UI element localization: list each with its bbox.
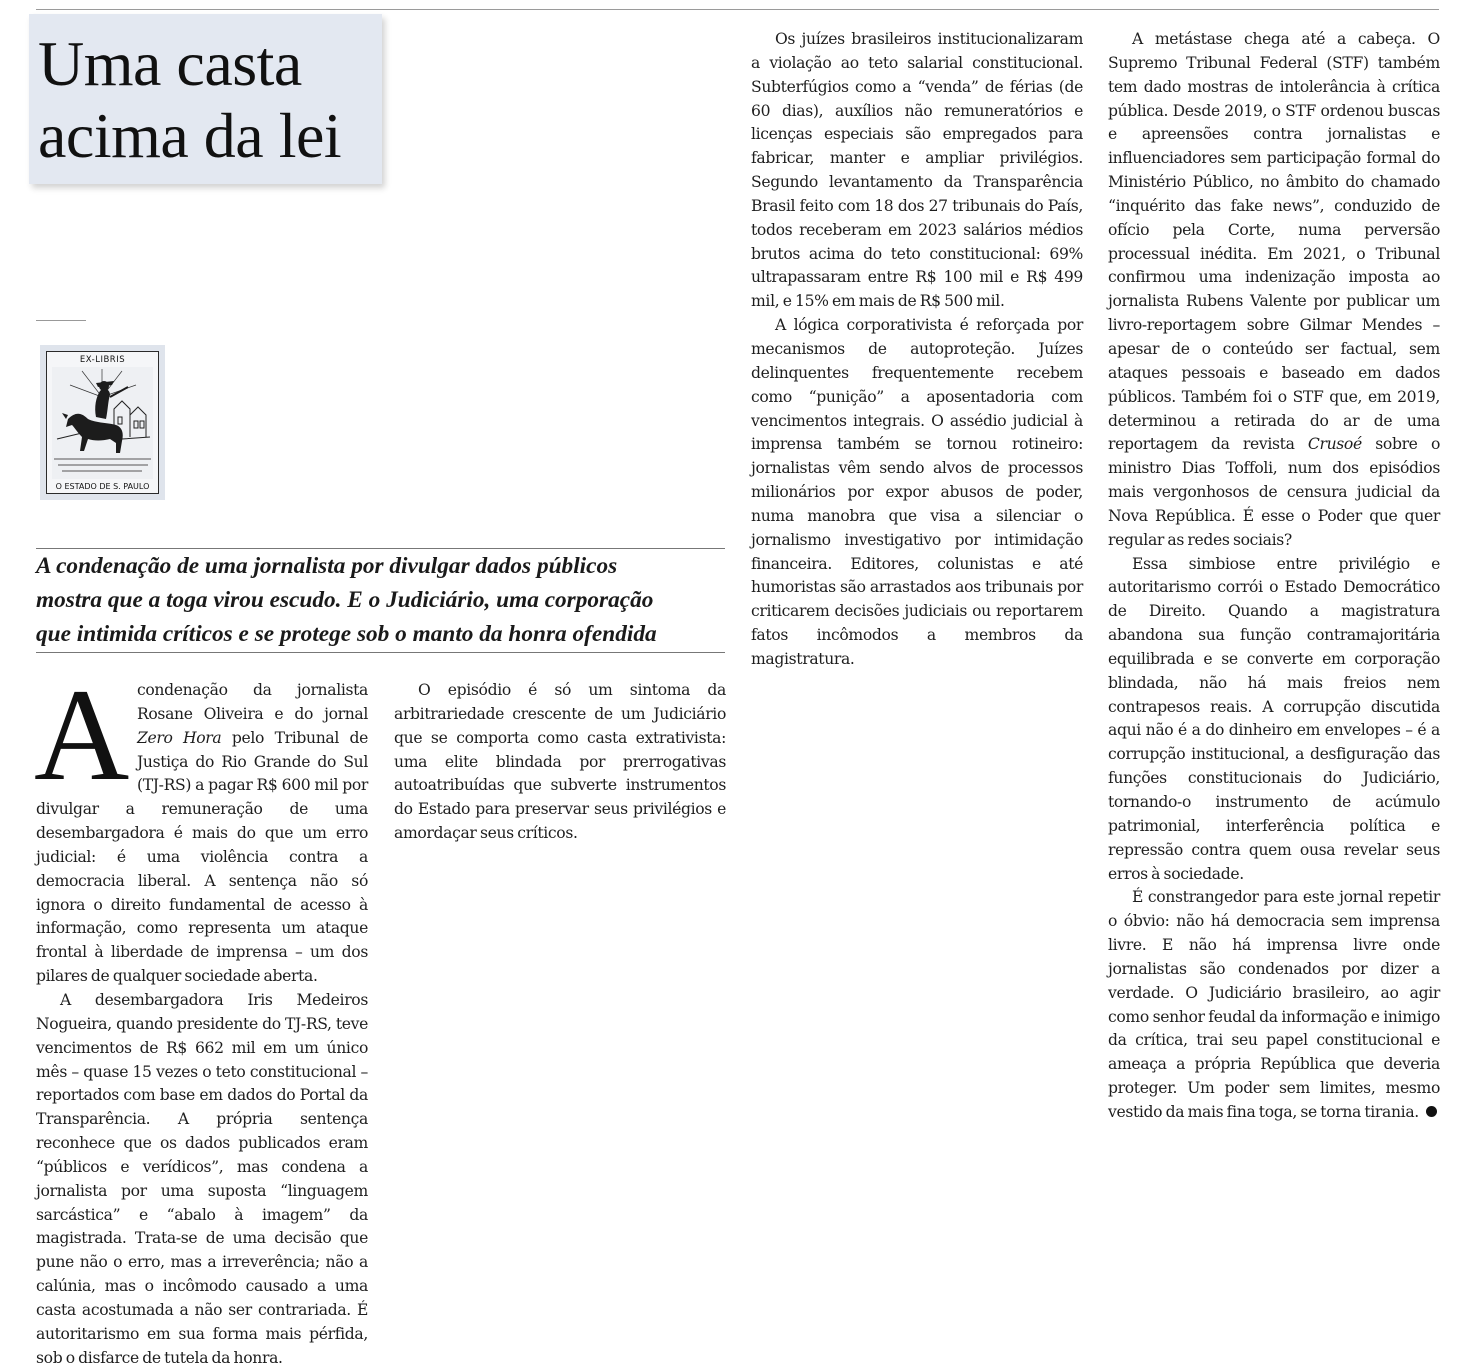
paragraph-1-text-a: condenação da jornalista Rosane Oliveira e do jornal: [136, 681, 368, 723]
subheadline: [36, 549, 736, 651]
paragraph-6-text-a: A metástase chega até a cabeça. O Supremo Tribunal Federal (STF) também tem dado mostras de intolerância à crítica pública. Desde 2019, o STF ordenou buscas e apreensões contra jornalistas e influenciadores sem participação formal do Ministério Público, no âmbito do chamado “inquérito das fake news”, conduzido de ofício pela Corte, numa perversão processual inédita. Em 2021, o Tribunal confirmou uma indenização imposta ao jornalista Rubens Valente por publicar um livro-reportagem sobre Gilmar Mendes – apesar de o conteúdo ser factual, sem ataques pessoais e baseado em dados públicos. Também foi o STF que, em 2019, determinou a retirada do ar de uma reportagem da revista: [1108, 30, 1440, 454]
top-rule: [36, 9, 1439, 10]
ex-libris-emblem: [40, 345, 165, 500]
article-column-1: [34, 661, 368, 1370]
subhead-line-2: mostra que a toga virou escudo. E o Judiciário, uma corporação: [36, 587, 654, 613]
headline-line-2: acima da lei: [38, 100, 342, 171]
subhead-line-1: A condenação de uma jornalista por divulgar dados públicos: [36, 553, 618, 579]
paragraph-4: Os juízes brasileiros institucionalizaram a violação ao teto salarial constitucional. Subterfúgios como a “venda” de férias (de 60 dias), auxílios não remuneratórios e licenças especiais são empregados para fabricar, manter e ampliar privilégios. Segundo levantamento da Transparência Brasil feito com 18 dos 27 tribunais do País, todos receberam em 2023 salários médios brutos acima do teto constitucional: 69% ultrapassaram entre R$ 100 mil e R$ 499 mil, e 15% em mais de R$ 500 mil.: [751, 30, 1083, 311]
paragraph-8-text: É constrangedor para este jornal repetir o óbvio: não há democracia sem imprensa livre. E não há imprensa livre onde jornalistas são condenados por dizer a verdade. O Judiciário brasileiro, ao agir como senhor feudal da informação e inimigo da crítica, trai seu papel constitucional e ameaça a própria República que deveria proteger. Um poder sem limites, mesmo vestido da mais fina toga, se torna tirania.: [1108, 888, 1440, 1121]
horseman-emblem-icon: [52, 367, 153, 479]
ex-libris-frame: [46, 351, 159, 494]
paragraph-3: O episódio é só um sintoma da arbitrariedade crescente de um Judiciário que se comporta como casta extrativista: uma elite blindada por prerrogativas autoatribuídas que subverte instrumentos do Estado para preservar seus privilégios e amordaçar seus críticos.: [394, 681, 726, 843]
ex-libris-top-label: EX-LIBRIS: [79, 355, 126, 365]
short-divider: [36, 320, 86, 321]
paragraph-1-text-b: pelo Tribunal de Justiça do Rio Grande do Sul (TJ-RS) a pagar R$ 600 mil por divulgar a remuneração de uma desembargadora é mais do que um erro judicial: é uma violência contra a democracia liberal. A sentença não só ignora o direito fundamental de acesso à informação, como representa um ataque frontal à liberdade de imprensa – um dos pilares de qualquer sociedade aberta.: [36, 728, 368, 986]
paragraph-7: Essa simbiose entre privilégio e autoritarismo corrói o Estado Democrático de Direito. Quando a magistratura abandona sua função contramajoritária equilibrada e se converte em corporação blindada, não há mais freios nem contrapesos reais. A corrupção discutida aqui não é a do dinheiro em envelopes – é a corrupção institucional, a desfiguração das funções constitucionais do Judiciário, tornando-o instrumento de acúmulo patrimonial, interferência política e repressão contra quem ousa revelar seus erros à sociedade.: [1108, 554, 1440, 883]
paragraph-6: [1108, 28, 1440, 553]
ex-libris-bottom-label: O ESTADO DE S. PAULO: [55, 482, 150, 491]
headline-line-1: Uma casta: [38, 28, 302, 99]
subhead-line-3: que intimida críticos e se protege sob o manto da honra ofendida: [36, 621, 657, 647]
end-mark-icon: [1426, 1106, 1437, 1117]
headline: [38, 28, 341, 172]
drop-cap: A: [34, 661, 129, 808]
paragraph-2: A desembargadora Iris Medeiros Nogueira, quando presidente do TJ-RS, teve vencimentos de R$ 662 mil em um único mês – quase 15 vezes o teto constitucional – reportados com base em dados do Portal da Transparência. A própria sentença reconhece que os dados publicados eram “públicos e verídicos”, mas condena a jornalista por uma suposta “linguagem sarcástica” e “abalo à imagem” da magistrada. Trata-se de uma decisão que pune não o erro, mas a irreverência; não a calúnia, mas o incômodo causado a uma casta acostumada a não ser contrariada. É autoritarismo em sua forma mais pérfida, sob o disfarce de tutela da honra.: [36, 990, 368, 1367]
article-column-2: [394, 679, 726, 846]
paragraph-1: [34, 661, 368, 989]
article-column-3: [751, 28, 1083, 672]
subhead-bottom-rule: [36, 652, 725, 653]
paragraph-6-text-b: sobre o ministro Dias Toffoli, num dos episódios mais vergonhosos de censura judicial da Nova República. É esse o Poder que quer regular as redes sociais?: [1108, 435, 1440, 549]
article-column-4: [1108, 28, 1440, 1125]
newspaper-name: Zero Hora: [136, 728, 222, 747]
magazine-name: Crusoé: [1307, 435, 1362, 454]
paragraph-8: [1108, 886, 1440, 1124]
paragraph-5: A lógica corporativista é reforçada por mecanismos de autoproteção. Juízes delinquentes frequentemente recebem como “punição” a aposentadoria com vencimentos integrais. O assédio judicial à imprensa também se tornou rotineiro: jornalistas vêm sendo alvos de processos milionários por expor abusos de poder, numa manobra que visa a silenciar o jornalismo investigativo por intimidação financeira. Editores, colunistas e até humoristas são arrastados aos tribunais por criticarem decisões judiciais ou reportarem fatos incômodos a membros da magistratura.: [751, 316, 1083, 668]
